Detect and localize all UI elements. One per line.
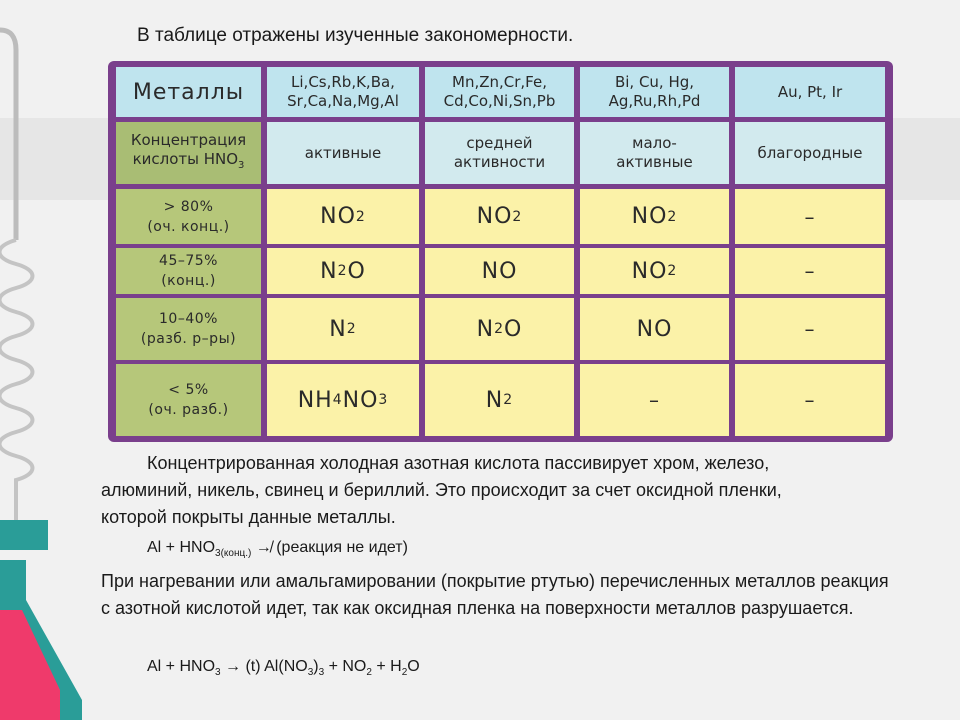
metal-group-3: Bi, Cu, Hg, Ag,Ru,Rh,Pd: [580, 67, 729, 117]
conc-row-3: 10–40% (разб. р–ры): [116, 298, 261, 360]
passivation-paragraph: Концентрированная холодная азотная кислота пассивирует хром, железо, алюминий, никель, свинец и бериллий. Это происходит за счет оксидной пленки, которой покрыты данные металлы.: [101, 453, 782, 527]
metal-group-2: Mn,Zn,Cr,Fe, Cd,Co,Ni,Sn,Pb: [425, 67, 574, 117]
product-r3-c2: N 2 O: [425, 298, 574, 360]
product-r1-c1: NO 2: [267, 189, 419, 244]
metal-group-1: Li,Cs,Rb,K,Ba, Sr,Ca,Na,Mg,Al: [267, 67, 419, 117]
product-r1-c3: NO 2: [580, 189, 729, 244]
slide-title: В таблице отражены изученные закономерности.: [137, 25, 574, 46]
product-r2-c4: –: [735, 248, 885, 294]
heating-paragraph: При нагревании или амальгамировании (покрытие ртутью) перечисленных металлов реакция с азотной кислотой идет, так как оксидная пленка на поверхности металлов разрушается.: [101, 571, 889, 618]
equation-no-reaction: $Al + HNO_{3(конц.)}$ ↛ (реакция не идет): [147, 539, 408, 560]
condenser-coil: [0, 240, 33, 520]
activity-noble: благородные: [735, 122, 885, 184]
header-concentration: Концентрация кислоты $HNO_3$: [116, 122, 261, 184]
activity-medium: средней активности: [425, 122, 574, 184]
product-r2-c3: NO 2: [580, 248, 729, 294]
product-r3-c4: –: [735, 298, 885, 360]
activity-active: активные: [267, 122, 419, 184]
conc-row-1: > 80% (оч. конц.): [116, 189, 261, 244]
activity-low: мало- активные: [580, 122, 729, 184]
product-r1-c4: –: [735, 189, 885, 244]
nitric-acid-table: [108, 61, 893, 442]
flask-illustration: [0, 0, 110, 720]
equation-reaction: $Al + HNO_3 \to (t) Al(NO_3)_3 + NO_2 + H_2O$: [147, 658, 420, 679]
product-r3-c1: N 2: [267, 298, 419, 360]
metal-group-4: Au, Pt, Ir: [735, 67, 885, 117]
flask-neck: [0, 520, 48, 550]
header-metals: Металлы: [116, 67, 261, 117]
condenser-tube: [0, 30, 16, 240]
product-r2-c1: N 2 O: [267, 248, 419, 294]
product-r4-c1: NH 4 NO 3: [267, 364, 419, 436]
product-r2-c2: NO: [425, 248, 574, 294]
product-r3-c3: NO: [580, 298, 729, 360]
product-r4-c3: –: [580, 364, 729, 436]
product-r4-c4: –: [735, 364, 885, 436]
conc-row-2: 45–75% (конц.): [116, 248, 261, 294]
product-r1-c2: NO 2: [425, 189, 574, 244]
product-r4-c2: N 2: [425, 364, 574, 436]
conc-row-4: < 5% (оч. разб.): [116, 364, 261, 436]
